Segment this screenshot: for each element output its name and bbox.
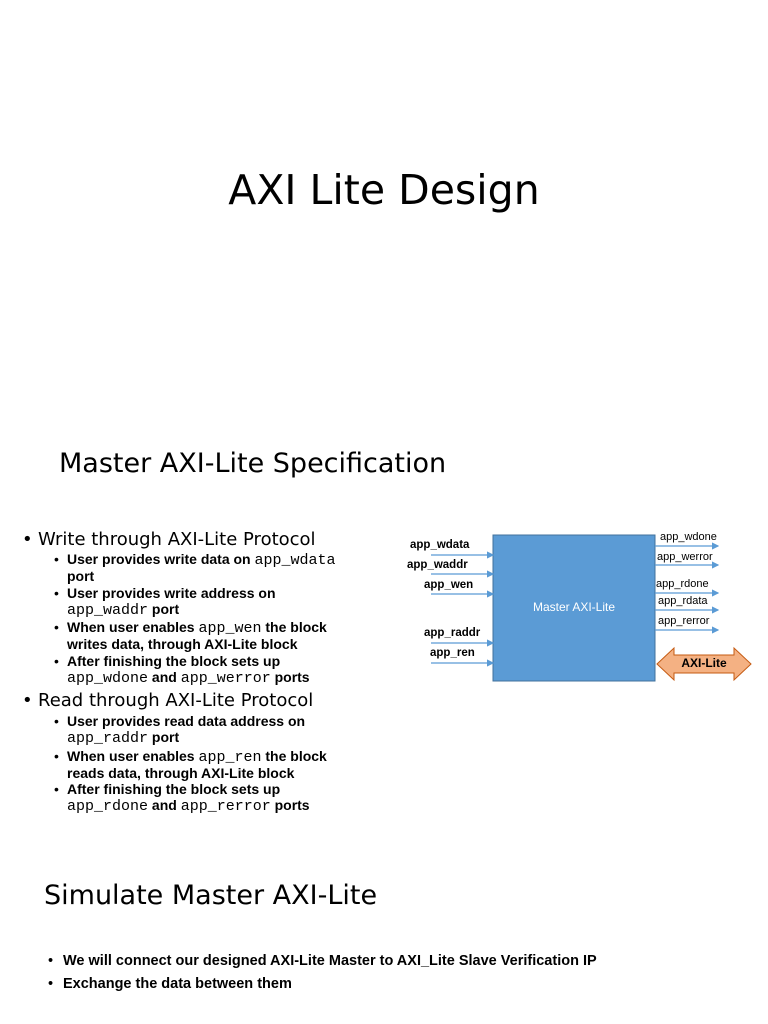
read-item-1: • User provides read data address on app_raddr port — [67, 714, 387, 746]
read-item-2: • When user enables app_ren the block reads data, through AXI-Lite block — [67, 749, 387, 781]
write-item-4: • After finishing the block sets up app_wdone and app_werror ports — [67, 654, 387, 686]
write-item-1: • User provides write data on app_wdata port — [67, 552, 387, 584]
sim-bullet-1: • We will connect our designed AXI-Lite Master to AXI_Lite Slave Verification IP — [63, 953, 597, 969]
input-label-app-waddr: app_waddr — [407, 559, 468, 571]
bus-label: AXI-Lite — [681, 656, 727, 670]
output-label-app-werror: app_werror — [657, 551, 713, 563]
write-bullet: • Write through AXI-Lite Protocol — [38, 529, 316, 551]
output-label-app-rdata: app_rdata — [658, 595, 708, 607]
read-item-3: • After finishing the block sets up app_rdone and app_rerror ports — [67, 782, 387, 814]
output-label-app-rdone: app_rdone — [656, 578, 709, 590]
write-item-2: • User provides write address on app_waddr port — [67, 586, 387, 618]
input-label-app-wdata: app_wdata — [410, 539, 470, 551]
input-label-app-raddr: app_raddr — [424, 627, 481, 639]
output-label-app-rerror: app_rerror — [658, 615, 710, 627]
block-label: Master AXI-Lite — [532, 600, 616, 614]
sim-section-heading: Simulate Master AXI-Lite — [44, 880, 378, 911]
sim-bullet-2: • Exchange the data between them — [63, 976, 292, 992]
input-label-app-wen: app_wen — [424, 579, 474, 591]
input-label-app-ren: app_ren — [430, 647, 475, 659]
spec-section-heading: Master AXI-Lite Specification — [59, 448, 447, 479]
read-bullet: • Read through AXI-Lite Protocol — [38, 690, 313, 712]
write-item-3: • When user enables app_wen the block writes data, through AXI-Lite block — [67, 620, 387, 652]
page-title: AXI Lite Design — [228, 166, 540, 214]
output-label-app-wdone: app_wdone — [660, 531, 717, 543]
